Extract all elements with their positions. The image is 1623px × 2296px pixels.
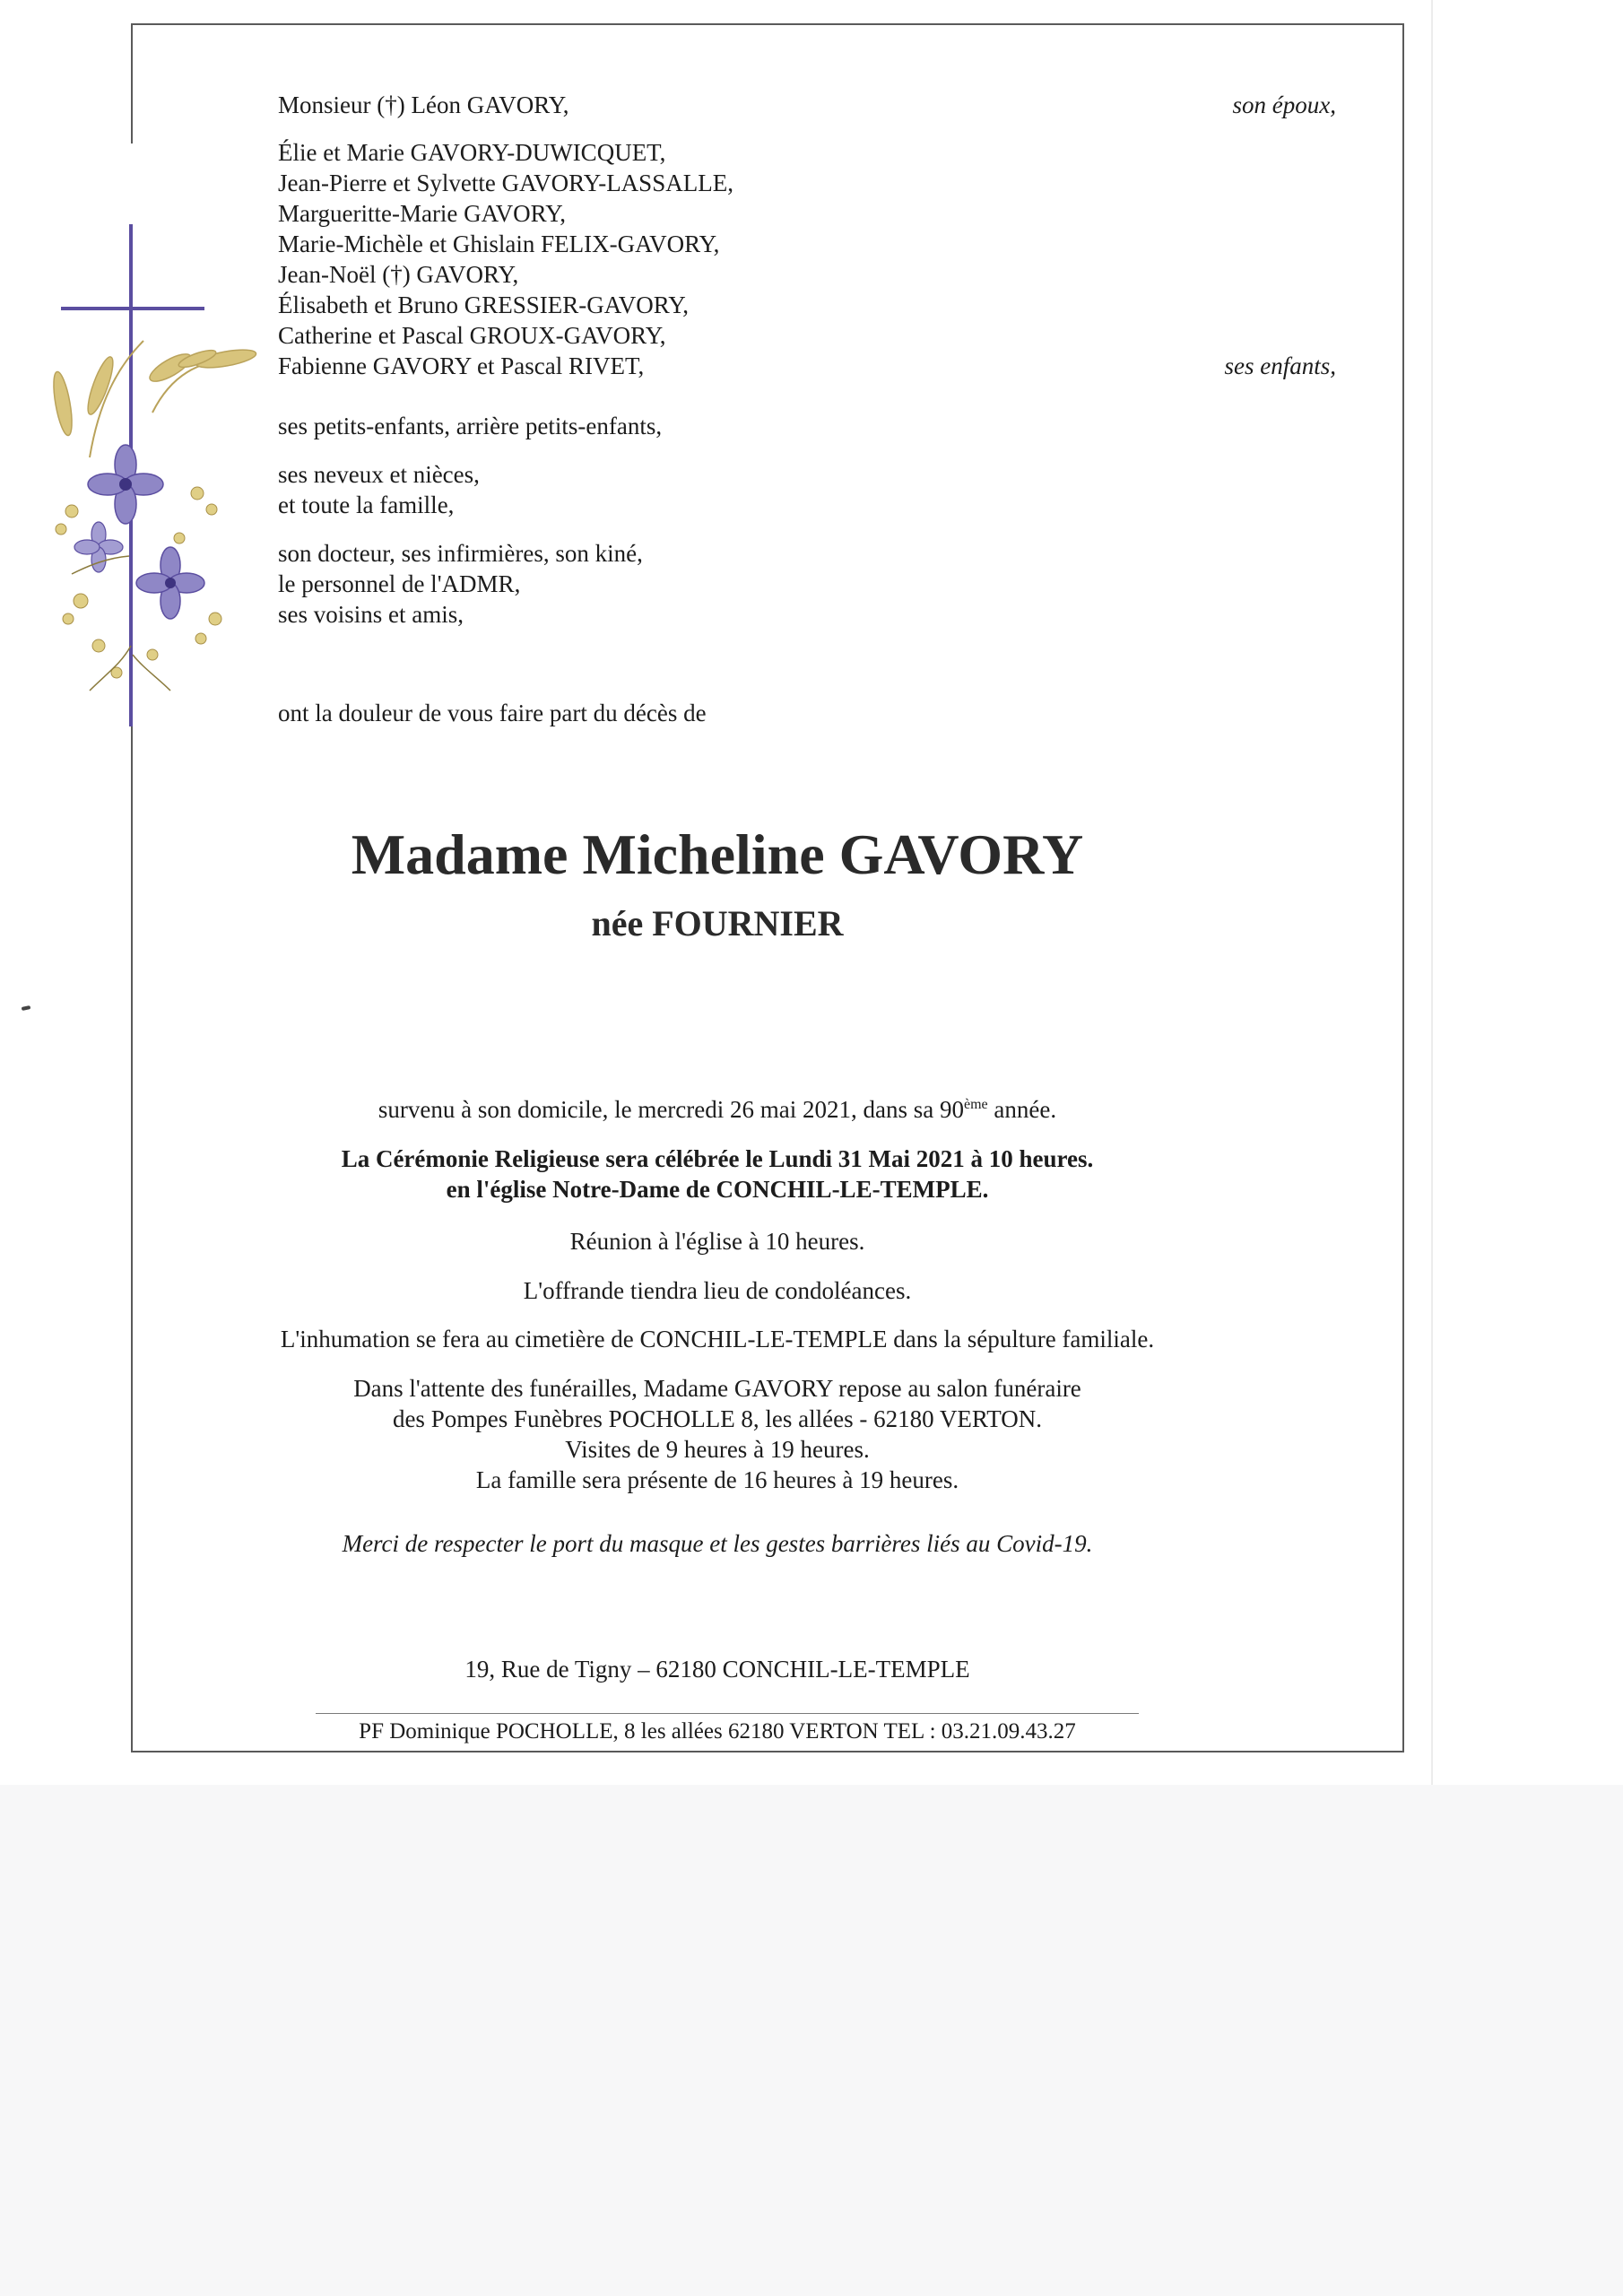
funeral-director-footer: PF Dominique POCHOLLE, 8 les allées 62180 VERTON TEL : 03.21.09.43.27 — [359, 1719, 1076, 1744]
nephews-line: ses neveux et nièces, — [278, 461, 480, 488]
child-line: Fabienne GAVORY et Pascal RIVET, — [278, 352, 645, 379]
care-line: le personnel de l'ADMR, — [278, 570, 521, 597]
rest-line-2: des Pompes Funèbres POCHOLLE 8, les allées - 62180 VERTON. — [392, 1405, 1043, 1432]
child-line: Jean-Noël (†) GAVORY, — [278, 261, 519, 288]
scan-speck — [22, 1005, 31, 1011]
death-notice-line — [161, 1094, 1273, 1125]
deceased-name: Madame Micheline GAVORY — [351, 822, 1084, 886]
scan-edge — [1431, 0, 1433, 1785]
death-notice-text: survenu à son domicile, le mercredi 26 mai 2021, dans sa 90 — [378, 1096, 964, 1123]
spouse-line: Monsieur (†) Léon GAVORY, — [278, 91, 569, 118]
cross-flower-ornament — [36, 224, 287, 726]
child-line: Jean-Pierre et Sylvette GAVORY-LASSALLE, — [278, 170, 733, 196]
burial-line: L'inhumation se fera au cimetière de CONCHIL-LE-TEMPLE dans la sépulture familiale. — [280, 1326, 1155, 1352]
reunion-line: Réunion à l'église à 10 heures. — [569, 1228, 865, 1255]
footer-divider — [316, 1713, 1139, 1714]
covid-notice: Merci de respecter le port du masque et les gestes barrières liés au Covid-19. — [342, 1530, 1093, 1557]
grandchildren-line: ses petits-enfants, arrière petits-enfants, — [278, 413, 663, 439]
child-line: Élie et Marie GAVORY-DUWICQUET, — [278, 139, 666, 166]
flower-icon — [74, 445, 204, 619]
ordinal-suffix: ème — [963, 1097, 988, 1112]
rest-line-1: Dans l'attente des funérailles, Madame GAVORY repose au salon funéraire — [353, 1375, 1081, 1402]
child-line: Marie-Michèle et Ghislain FELIX-GAVORY, — [278, 230, 720, 257]
visits-line: Visites de 9 heures à 19 heures. — [565, 1436, 870, 1463]
announcement-line: ont la douleur de vous faire part du décès de — [278, 700, 707, 726]
wheat-icon — [50, 341, 257, 457]
child-line: Élisabeth et Bruno GRESSIER-GAVORY, — [278, 291, 690, 318]
scan-background — [0, 1785, 1623, 2296]
death-notice-end: année. — [987, 1096, 1057, 1123]
care-line: ses voisins et amis, — [278, 601, 464, 628]
children-role: ses enfants, — [1224, 352, 1336, 379]
cross-horizontal — [61, 307, 204, 310]
child-line: Margueritte-Marie GAVORY, — [278, 200, 566, 227]
home-address: 19, Rue de Tigny – 62180 CONCHIL-LE-TEMPLE — [464, 1656, 970, 1683]
ceremony-line-1: La Cérémonie Religieuse sera célébrée le Lundi 31 Mai 2021 à 10 heures. — [341, 1145, 1094, 1172]
family-line: et toute la famille, — [278, 491, 455, 518]
offering-line: L'offrande tiendra lieu de condoléances. — [523, 1277, 912, 1304]
spouse-role: son époux, — [1232, 91, 1336, 118]
deceased-maiden-name: née FOURNIER — [591, 903, 844, 944]
family-present-line: La famille sera présente de 16 heures à 19 heures. — [475, 1466, 959, 1493]
care-line: son docteur, ses infirmières, son kiné, — [278, 540, 643, 567]
child-line: Catherine et Pascal GROUX-GAVORY, — [278, 322, 666, 349]
ceremony-line-2: en l'église Notre-Dame de CONCHIL-LE-TEMPLE. — [446, 1176, 989, 1203]
